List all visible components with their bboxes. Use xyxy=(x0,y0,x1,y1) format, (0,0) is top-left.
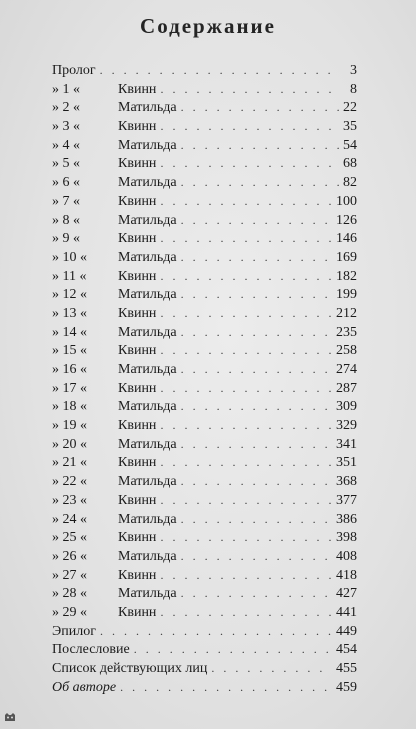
page-number: 455 xyxy=(336,661,357,676)
dot-leader xyxy=(181,510,332,529)
toc-row xyxy=(52,510,357,529)
page-number: 427 xyxy=(336,586,357,602)
dot-leader xyxy=(181,248,332,267)
toc-row xyxy=(52,98,357,117)
chapter-number: » 2 « xyxy=(52,100,80,116)
page-number: 235 xyxy=(336,324,357,340)
page-number: 182 xyxy=(336,268,357,284)
toc-row xyxy=(52,304,357,323)
page-number: 287 xyxy=(336,380,357,396)
chapter-number: » 11 « xyxy=(52,268,87,284)
entry-title: Матильда xyxy=(118,324,177,340)
page-number: 341 xyxy=(336,436,357,452)
chapter-number: » 10 « xyxy=(52,249,87,265)
cat-face-icon xyxy=(4,712,16,722)
entry-title: Список действующих лиц xyxy=(52,661,208,676)
toc-row xyxy=(52,472,357,491)
page-number: 54 xyxy=(343,137,357,153)
entry-title: Квинн xyxy=(118,193,157,209)
dot-leader xyxy=(181,547,332,566)
toc-row xyxy=(52,603,357,622)
entry-title: Квинн xyxy=(118,604,157,620)
page-number: 408 xyxy=(336,548,357,564)
page-number: 386 xyxy=(336,511,357,527)
dot-leader xyxy=(120,678,332,697)
chapter-number: » 9 « xyxy=(52,231,80,247)
entry-title: Квинн xyxy=(118,492,157,508)
page-number: 398 xyxy=(336,530,357,546)
dot-leader xyxy=(181,360,332,379)
entry-title: Пролог xyxy=(52,63,96,78)
toc-row xyxy=(52,323,357,342)
toc-row xyxy=(52,379,357,398)
dot-leader xyxy=(160,229,332,248)
entry-title: Квинн xyxy=(118,119,157,135)
dot-leader xyxy=(160,80,339,99)
chapter-number: » 17 « xyxy=(52,380,87,396)
chapter-number: » 13 « xyxy=(52,305,87,321)
entry-title: Квинн xyxy=(118,567,157,583)
entry-title: Матильда xyxy=(118,249,177,265)
page-number: 126 xyxy=(336,212,357,228)
toc-row xyxy=(52,584,357,603)
dot-leader xyxy=(160,192,332,211)
page-number: 274 xyxy=(336,362,357,377)
chapter-number: » 29 « xyxy=(52,604,87,620)
dot-leader xyxy=(181,173,339,192)
toc-row xyxy=(52,640,357,659)
chapter-number: » 26 « xyxy=(52,548,87,564)
dot-leader xyxy=(160,341,332,360)
dot-leader xyxy=(100,61,339,80)
entry-title: Квинн xyxy=(118,418,157,434)
dot-leader xyxy=(160,528,332,547)
entry-title: Матильда xyxy=(118,100,177,116)
entry-title: Матильда xyxy=(118,137,177,153)
dot-leader xyxy=(100,622,332,641)
toc-row xyxy=(52,341,357,360)
dot-leader xyxy=(160,304,332,323)
dot-leader xyxy=(181,136,339,155)
chapter-number: » 1 « xyxy=(52,81,80,97)
dot-leader xyxy=(181,397,332,416)
dot-leader xyxy=(134,640,332,659)
entry-title: Матильда xyxy=(118,287,177,303)
dot-leader xyxy=(211,659,332,678)
entry-title: Матильда xyxy=(118,474,177,490)
page-number: 169 xyxy=(336,249,357,265)
page-number: 418 xyxy=(336,567,357,583)
dot-leader xyxy=(160,453,332,472)
page-number: 146 xyxy=(336,231,357,247)
toc-row xyxy=(52,416,357,435)
toc-row xyxy=(52,154,357,173)
entry-title: Об авторе xyxy=(52,679,117,695)
toc-row xyxy=(52,360,357,379)
toc-row xyxy=(52,285,357,304)
page-number: 199 xyxy=(336,287,357,303)
chapter-number: » 4 « xyxy=(52,137,80,153)
page-number: 35 xyxy=(343,119,357,135)
chapter-number: » 20 « xyxy=(52,436,87,452)
chapter-number: » 18 « xyxy=(52,399,87,415)
toc-row xyxy=(52,453,357,472)
chapter-number: » 27 « xyxy=(52,567,87,583)
toc-row xyxy=(52,61,357,80)
entry-title: Квинн xyxy=(118,380,157,396)
entry-title: Квинн xyxy=(118,455,157,471)
page-number: 3 xyxy=(350,63,357,78)
chapter-number: » 22 « xyxy=(52,474,87,490)
page-number: 351 xyxy=(336,455,357,471)
dot-leader xyxy=(160,117,339,136)
dot-leader xyxy=(160,154,339,173)
page-number: 22 xyxy=(343,100,357,116)
dot-leader xyxy=(160,267,332,286)
dot-leader xyxy=(181,98,339,117)
chapter-number: » 8 « xyxy=(52,212,80,228)
page-number: 459 xyxy=(336,679,357,695)
chapter-number: » 21 « xyxy=(52,455,87,471)
chapter-number: » 15 « xyxy=(52,343,87,359)
chapter-number: » 28 « xyxy=(52,586,87,602)
toc-row xyxy=(52,267,357,286)
entry-title: Матильда xyxy=(118,511,177,527)
toc-row xyxy=(52,678,357,697)
toc-row xyxy=(52,117,357,136)
toc-row xyxy=(52,566,357,585)
dot-leader xyxy=(160,566,332,585)
dot-leader xyxy=(181,211,332,230)
entry-title: Эпилог xyxy=(52,623,96,639)
entry-title: Квинн xyxy=(118,268,157,284)
table-of-contents xyxy=(52,61,357,696)
entry-title: Квинн xyxy=(118,81,157,97)
chapter-number: » 24 « xyxy=(52,511,87,527)
chapter-number: » 16 « xyxy=(52,362,87,377)
toc-row xyxy=(52,192,357,211)
entry-title: Матильда xyxy=(118,212,177,228)
entry-title: Матильда xyxy=(118,548,177,564)
toc-row xyxy=(52,622,357,641)
toc-row xyxy=(52,547,357,566)
entry-title: Матильда xyxy=(118,586,177,602)
page-number: 368 xyxy=(336,474,357,490)
page-title: Содержание xyxy=(140,14,276,38)
chapter-number: » 12 « xyxy=(52,287,87,303)
dot-leader xyxy=(181,323,332,342)
dot-leader xyxy=(160,491,332,510)
toc-row xyxy=(52,528,357,547)
entry-title: Квинн xyxy=(118,530,157,546)
toc-row xyxy=(52,397,357,416)
entry-title: Квинн xyxy=(118,343,157,359)
page-number: 68 xyxy=(343,156,357,172)
page-number: 449 xyxy=(336,623,357,639)
page-number: 329 xyxy=(336,418,357,434)
entry-title: Матильда xyxy=(118,399,177,415)
dot-leader xyxy=(160,416,332,435)
page-number: 377 xyxy=(336,492,357,508)
entry-title: Матильда xyxy=(118,362,177,377)
entry-title: Квинн xyxy=(118,231,157,247)
page-number: 258 xyxy=(336,343,357,359)
entry-title: Послесловие xyxy=(52,642,130,658)
toc-row xyxy=(52,659,357,678)
toc-row xyxy=(52,491,357,510)
chapter-number: » 14 « xyxy=(52,324,87,340)
dot-leader xyxy=(160,379,332,398)
entry-title: Квинн xyxy=(118,156,157,172)
page-number: 100 xyxy=(336,193,357,209)
toc-row xyxy=(52,211,357,230)
toc-row xyxy=(52,229,357,248)
chapter-number: » 25 « xyxy=(52,530,87,546)
toc-row xyxy=(52,136,357,155)
dot-leader xyxy=(181,472,332,491)
page-number: 454 xyxy=(336,642,357,658)
entry-title: Матильда xyxy=(118,175,177,191)
chapter-number: » 5 « xyxy=(52,156,80,172)
toc-row xyxy=(52,248,357,267)
page-number: 309 xyxy=(336,399,357,415)
chapter-number: » 23 « xyxy=(52,492,87,508)
chapter-number: » 3 « xyxy=(52,119,80,135)
dot-leader xyxy=(181,584,332,603)
toc-row xyxy=(52,173,357,192)
page-number: 212 xyxy=(336,305,357,321)
toc-row xyxy=(52,80,357,99)
dot-leader xyxy=(160,603,332,622)
dot-leader xyxy=(181,435,332,454)
page-number: 82 xyxy=(343,175,357,191)
entry-title: Матильда xyxy=(118,436,177,452)
dot-leader xyxy=(181,285,332,304)
chapter-number: » 7 « xyxy=(52,193,80,209)
entry-title: Квинн xyxy=(118,305,157,321)
chapter-number: » 6 « xyxy=(52,175,80,191)
chapter-number: » 19 « xyxy=(52,418,87,434)
page-number: 8 xyxy=(350,81,357,97)
page-number: 441 xyxy=(336,604,357,620)
toc-row xyxy=(52,435,357,454)
